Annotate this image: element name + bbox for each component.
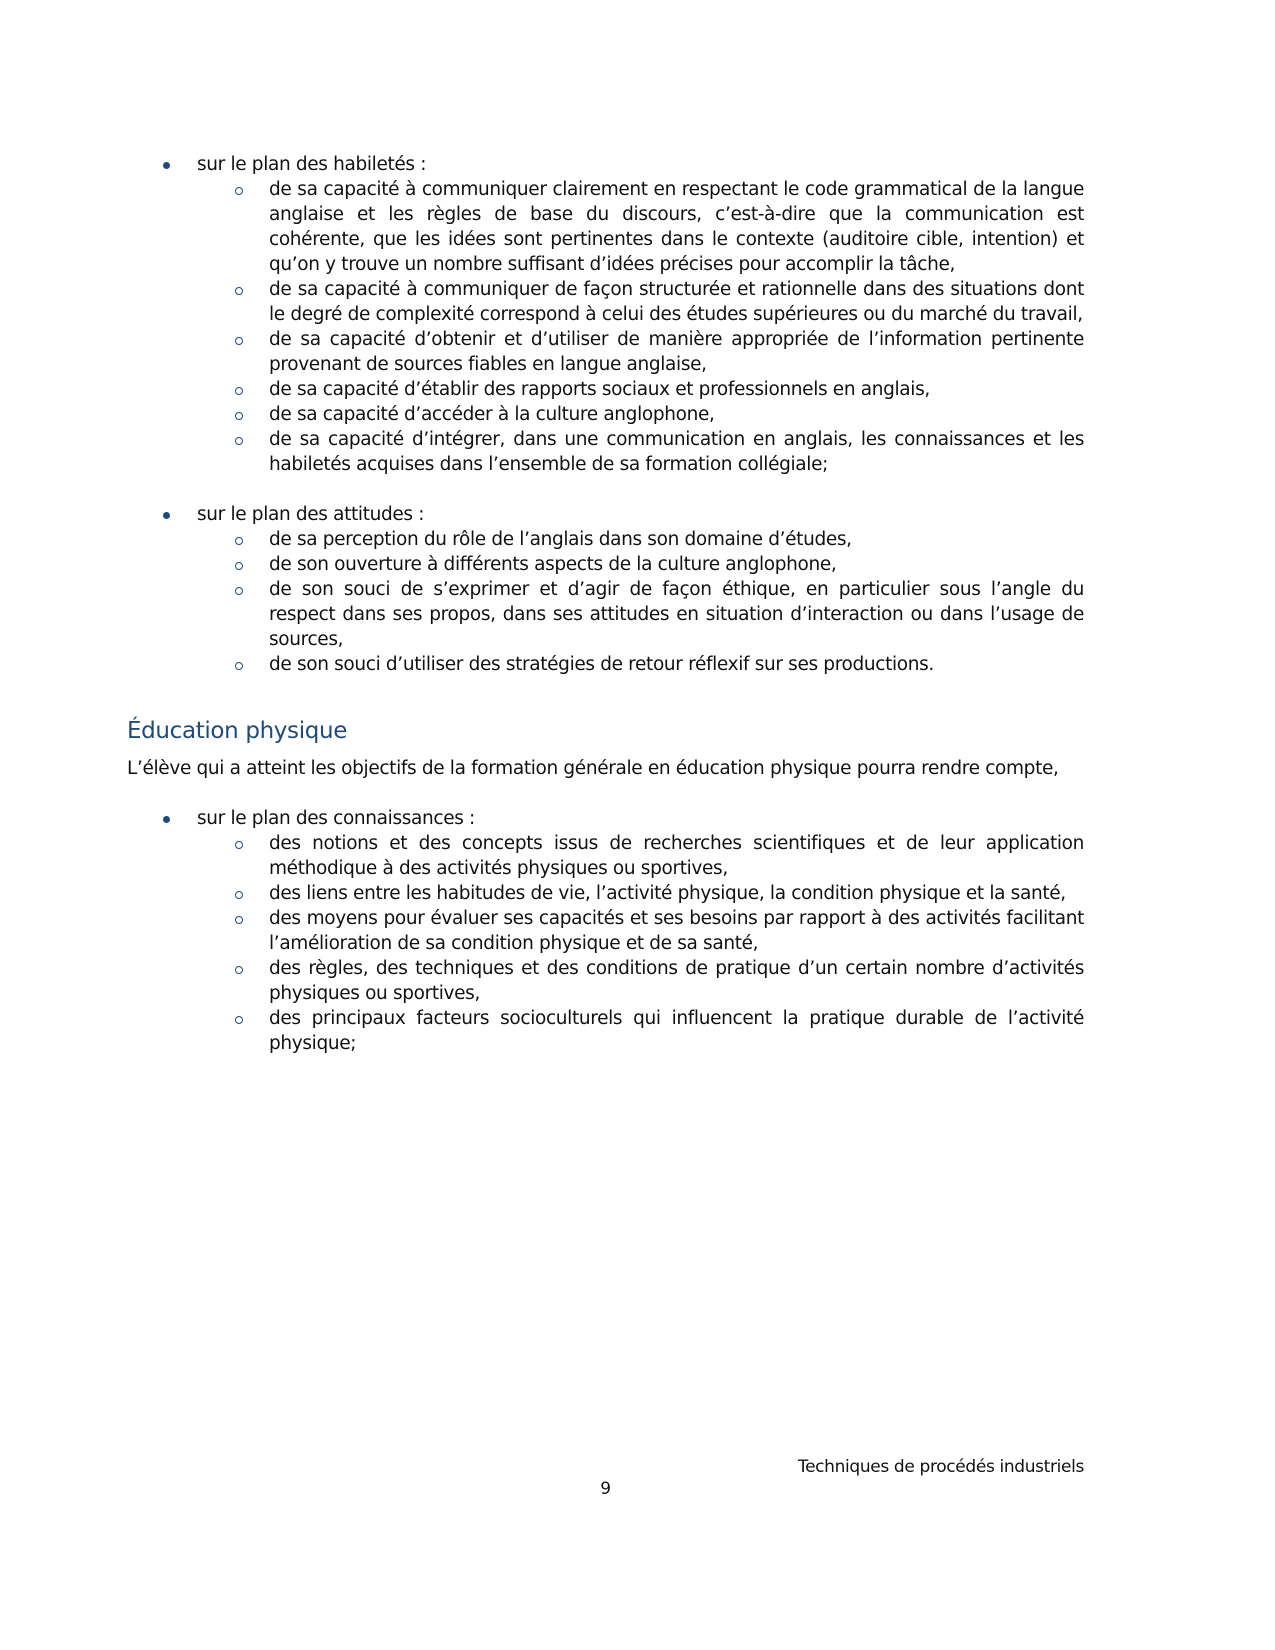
page-number: 9 [600,1479,611,1499]
bullet-item [127,152,1084,177]
bullet-label: sur le plan des habiletés : [197,154,427,175]
sub-list-item [269,652,1084,677]
sub-item-text: de sa capacité à communiquer de façon structurée et rationnelle dans des situations dont le degré de complexité correspond à celui des études supérieures ou du marché du travail, [269,279,1084,325]
circle-bullet-icon [235,587,243,595]
sub-list-item [269,277,1084,327]
sub-item-text: de son ouverture à différents aspects de la culture anglophone, [269,554,837,575]
sub-item-text: de sa capacité à communiquer clairement en respectant le code grammatical de la langue anglaise et les règles de base du discours, c’est-à-dire que la communication est cohérente, que les idées sont pertinentes dans le contexte (auditoire cible, intention) et qu’on y trouve un nombre suffisant d’idées précises pour accomplir la tâche, [269,179,1084,275]
bullet-section-habiletes [127,152,1084,477]
bullet-label: sur le plan des connaissances : [197,808,475,829]
sub-item-text: des moyens pour évaluer ses capacités et ses besoins par rapport à des activités facilitant l’amélioration de sa condition physique et de sa santé, [269,908,1084,954]
bullet-label: sur le plan des attitudes : [197,504,425,525]
sub-list-item [269,1006,1084,1056]
sub-list-item [269,377,1084,402]
circle-bullet-icon [235,537,243,545]
sub-list [127,831,1084,1056]
bullet-dot-icon [163,512,170,519]
circle-bullet-icon [235,387,243,395]
circle-bullet-icon [235,662,243,670]
sub-list [127,527,1084,677]
sub-item-text: de sa capacité d’obtenir et d’utiliser de manière appropriée de l’information pertinente provenant de sources fiables en langue anglaise, [269,329,1084,375]
circle-bullet-icon [235,562,243,570]
circle-bullet-icon [235,187,243,195]
sub-item-text: de sa capacité d’intégrer, dans une communication en anglais, les connaissances et les habiletés acquises dans l’ensemble de sa formation collégiale; [269,429,1084,475]
sub-list [127,177,1084,477]
sub-list-item [269,427,1084,477]
sub-list-item [269,177,1084,277]
circle-bullet-icon [235,1016,243,1024]
sub-item-text: de sa capacité d’accéder à la culture anglophone, [269,404,715,425]
sub-item-text: des liens entre les habitudes de vie, l’activité physique, la condition physique et la santé, [269,883,1066,904]
bullet-item [127,806,1084,831]
circle-bullet-icon [235,916,243,924]
sub-list-item [269,906,1084,956]
sub-list-item [269,402,1084,427]
sub-item-text: des règles, des techniques et des conditions de pratique d’un certain nombre d’activités physiques ou sportives, [269,958,1084,1004]
sub-list-item [269,831,1084,881]
circle-bullet-icon [235,437,243,445]
sub-list-item [269,552,1084,577]
sub-list-item [269,577,1084,652]
sub-item-text: de sa capacité d’établir des rapports sociaux et professionnels en anglais, [269,379,930,400]
circle-bullet-icon [235,412,243,420]
bullet-dot-icon [163,816,170,823]
document-page [127,152,1084,1056]
sub-item-text: de son souci de s’exprimer et d’agir de façon éthique, en particulier sous l’angle du respect dans ses propos, dans ses attitudes en situation d’interaction ou dans l’usage de sources, [269,579,1084,650]
sub-item-text: de son souci d’utiliser des stratégies de retour réflexif sur ses productions. [269,654,934,675]
circle-bullet-icon [235,891,243,899]
circle-bullet-icon [235,287,243,295]
intro-paragraph: L’élève qui a atteint les objectifs de la formation générale en éducation physique pourra rendre compte, [127,758,1059,779]
bullet-section-connaissances [127,806,1084,1056]
sub-list-item [269,527,1084,552]
sub-list-item [269,956,1084,1006]
sub-item-text: des notions et des concepts issus de recherches scientifiques et de leur application méthodique à des activités physiques ou sportives, [269,833,1084,879]
sub-list-item [269,327,1084,377]
bullet-section-attitudes [127,502,1084,677]
sub-item-text: de sa perception du rôle de l’anglais dans son domaine d’études, [269,529,852,550]
bullet-item [127,502,1084,527]
circle-bullet-icon [235,337,243,345]
sub-item-text: des principaux facteurs socioculturels qui influencent la pratique durable de l’activité physique; [269,1008,1084,1054]
circle-bullet-icon [235,966,243,974]
footer-title: Techniques de procédés industriels [797,1457,1084,1477]
sub-list-item [269,881,1084,906]
circle-bullet-icon [235,841,243,849]
bullet-dot-icon [163,162,170,169]
section-heading: Éducation physique [127,718,348,744]
